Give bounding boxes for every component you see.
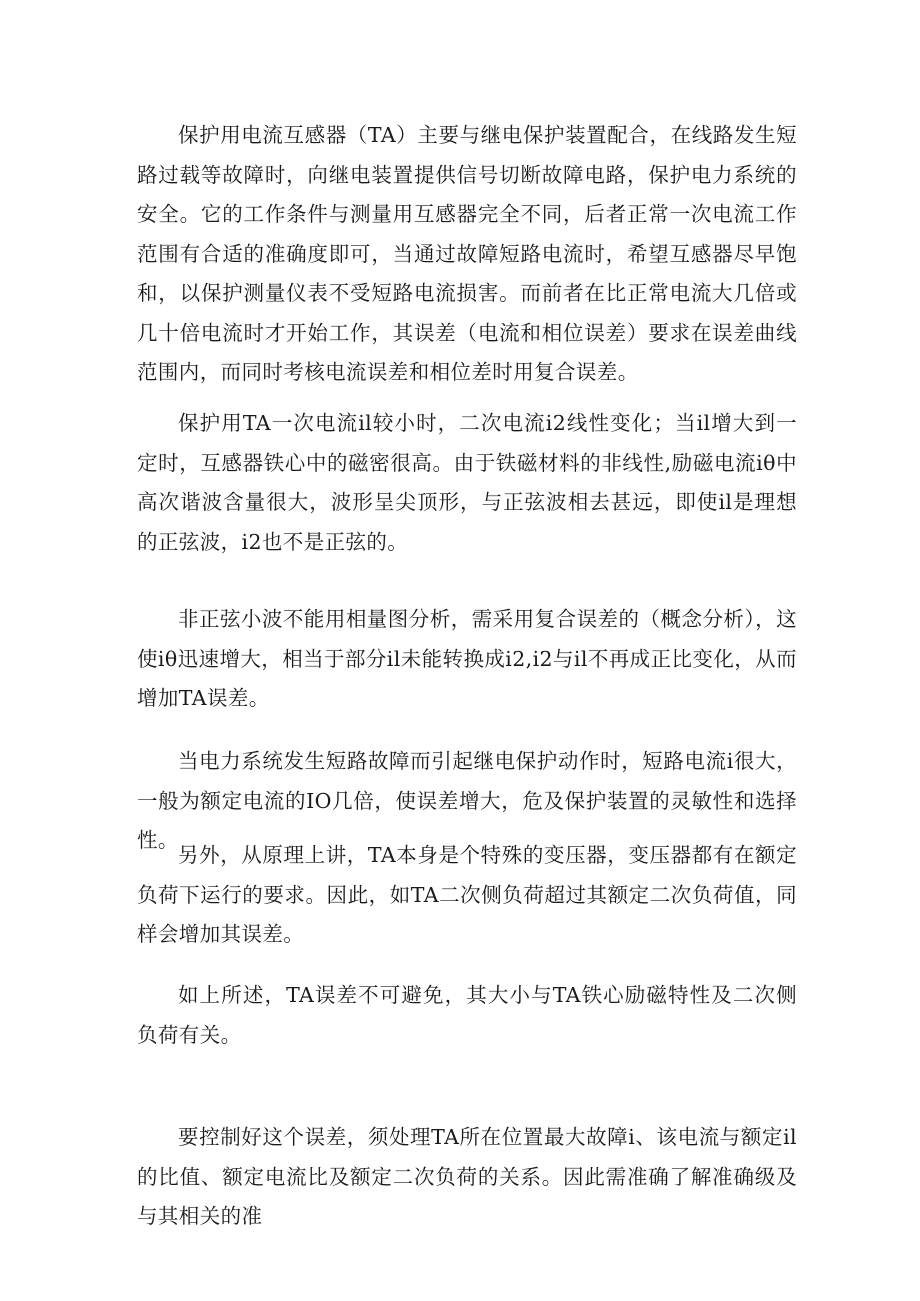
paragraph-protection-ct-overview: 保护用电流互感器（TA）主要与继电保护装置配合，在线路发生短路过载等故障时，向继电装置提供信号切断故障电路，保护电力系统的安全。它的工作条件与测量用互感器完全不同，后者正常一次电流工作范围有合适的准确度即可，当通过故障短路电流时，希望互感器尽早饱和，以保护测量仪表不受短路电流损害。而前者在比正常电流大几倍或几十倍电流时才开始工作，其误差（电流和相位误差）要求在误差曲线范围内，而同时考核电流误差和相位差时用复合误差。 <box>137 123 797 384</box>
paragraph-short-circuit-fault: 当电力系统发生短路故障而引起继电保护动作时，短路电流i很大，一般为额定电流的IO几倍，使误差增大，危及保护装置的灵敏性和选择性。 <box>137 749 797 852</box>
paragraph-summary: 如上所述，TA误差不可避免，其大小与TA铁心励磁特性及二次侧负荷有关。 <box>137 983 797 1047</box>
paragraph-secondary-burden: 另外，从原理上讲，TA本身是个特殊的变压器，变压器都有在额定负荷下运行的要求。因此，如TA二次侧负荷超过其额定二次负荷值，同样会增加其误差。 <box>137 843 797 946</box>
paragraph-composite-error: 非正弦小波不能用相量图分析，需采用复合误差的（概念分析），这使iθ迅速增大，相当于部分il未能转换成i2,i2与il不再成正比变化，从而增加TA误差。 <box>137 607 797 710</box>
paragraph-error-control: 要控制好这个误差，须处理TA所在位置最大故障i、该电流与额定il的比值、额定电流比及额定二次负荷的关系。因此需准确了解准确级及与其相关的准 <box>137 1125 797 1228</box>
paragraph-nonlinear-saturation: 保护用TA一次电流il较小时，二次电流i2线性变化；当il增大到一定时，互感器铁心中的磁密很高。由于铁磁材料的非线性,励磁电流iθ中高次谐波含量很大，波形呈尖顶形，与正弦波相去甚远，即使il是理想的正弦波，i2也不是正弦的。 <box>137 411 797 554</box>
